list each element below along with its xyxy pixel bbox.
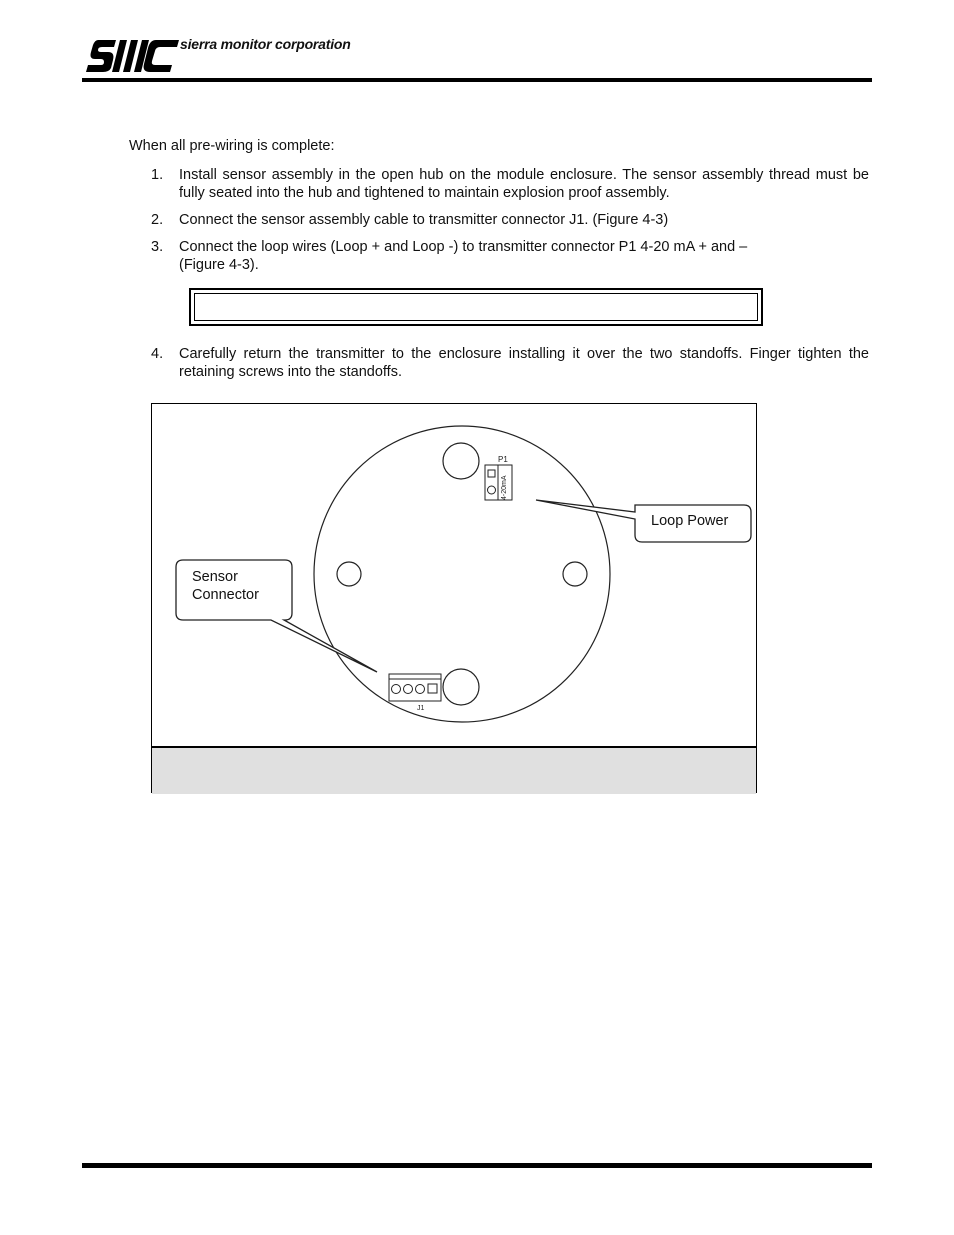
p1-label: P1 — [498, 455, 508, 464]
transmitter-figure — [151, 403, 757, 793]
transmitter-board-diagram — [152, 404, 758, 746]
figure-caption-bar — [152, 746, 756, 794]
step-4 — [151, 345, 869, 381]
sensor-label-line1: Sensor — [192, 569, 238, 585]
step-1 — [151, 166, 869, 202]
step-text-continued: (Figure 4-3). — [179, 257, 259, 273]
p1-rating-label: 4-20mA — [501, 475, 508, 500]
step-number: 1. — [151, 167, 164, 183]
header-rule — [82, 78, 872, 82]
p1-connector — [485, 455, 512, 500]
step-text: Connect the loop wires (Loop + and Loop -) to transmitter connector P1 4-20 mA + and – — [179, 239, 748, 255]
step-number: 2. — [151, 212, 164, 228]
step-number: 4. — [151, 346, 164, 362]
step-number: 3. — [151, 239, 164, 255]
step-text: Install sensor assembly in the open hub on the module enclosure. The sensor assembly thread must be fully seated into the hub and tightened to maintain explosion proof assembly. — [179, 167, 869, 201]
smc-logo — [84, 38, 182, 74]
company-name: sierra monitor corporation — [180, 36, 351, 52]
step-3 — [151, 238, 869, 274]
sensor-label-line2: Connector — [192, 587, 259, 603]
mounting-hole — [443, 443, 479, 479]
j1-label: J1 — [417, 705, 425, 712]
step-2 — [151, 211, 869, 229]
footer-rule — [82, 1163, 872, 1168]
mounting-hole — [443, 669, 479, 705]
standoff-hole — [337, 562, 361, 586]
note-box — [189, 288, 763, 326]
intro-text: When all pre-wiring is complete: — [129, 138, 335, 154]
pcb-outline — [314, 426, 610, 722]
step-text: Connect the sensor assembly cable to transmitter connector J1. (Figure 4-3) — [179, 212, 669, 228]
standoff-hole — [563, 562, 587, 586]
loop-power-label: Loop Power — [651, 513, 729, 529]
step-text: Carefully return the transmitter to the enclosure installing it over the two standoffs. Finger tighten the retaining screws into the standoffs. — [179, 346, 869, 380]
